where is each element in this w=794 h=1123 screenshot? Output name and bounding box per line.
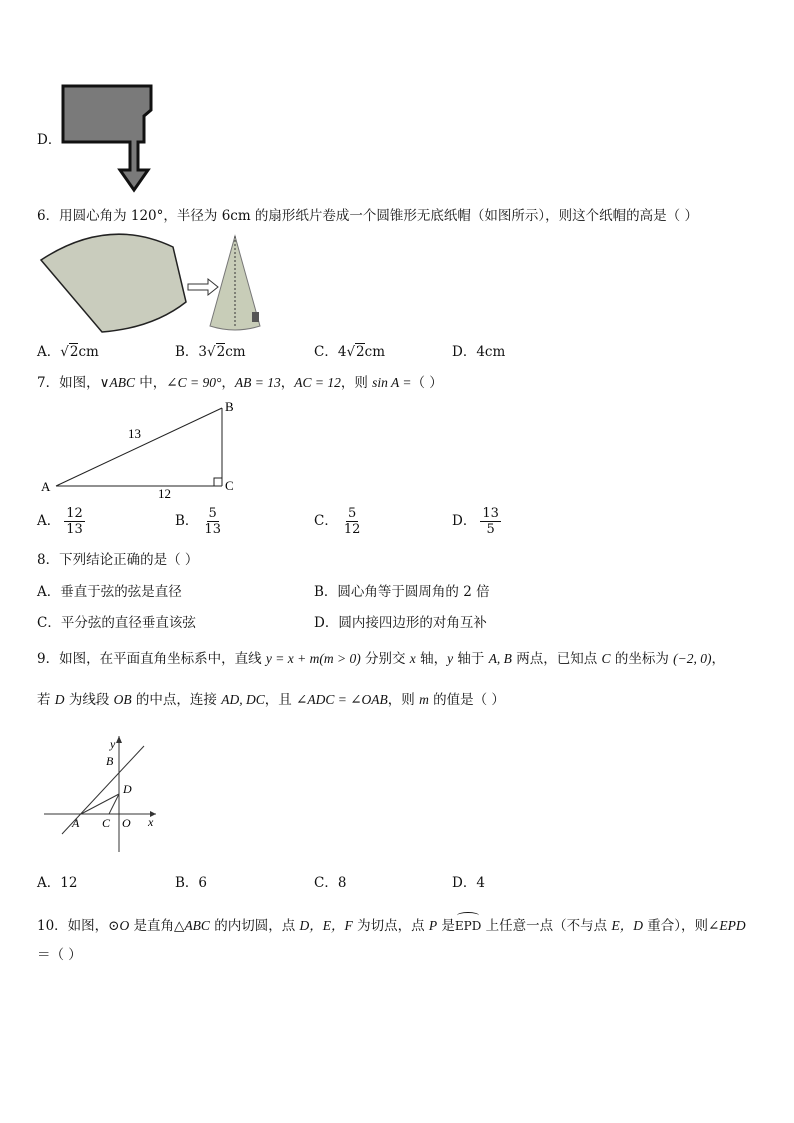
label-b: B <box>225 399 234 414</box>
q5-option-d-label: D． <box>37 132 62 148</box>
q9-option-d[interactable]: D．4 <box>452 875 485 891</box>
segment-ad <box>81 794 119 814</box>
arrow-block-shape <box>63 86 151 190</box>
q6-stem: 6．用圆心角为 120°，半径为 6cm 的扇形纸片卷成一个圆锥形无底纸帽（如图所示），则这个纸帽的高是（ ） <box>37 208 698 224</box>
q9-option-c[interactable]: C．8 <box>314 875 347 891</box>
q7-stem: 7．如图，∨ABC 中，∠C = 90°，AB = 13，AC = 12，则 sin A =（ ） <box>37 375 443 391</box>
q7-option-d-label: D． <box>452 513 477 529</box>
q10-stem-line2: ＝（ ） <box>37 947 82 963</box>
q9-option-b[interactable]: B．6 <box>175 875 208 891</box>
label-a: A <box>41 479 51 494</box>
fraction: $\frac{5}{13}$ <box>204 506 221 537</box>
right-angle-mark <box>214 478 222 486</box>
q7-triangle-figure <box>36 398 246 500</box>
cone-base-mark <box>252 312 259 322</box>
q5-option-d-figure <box>58 82 158 194</box>
q7-option-b-label: B． <box>175 513 199 529</box>
q6-option-b[interactable]: B．3√2cm <box>175 344 246 360</box>
q6-option-c-label: C． <box>314 344 338 360</box>
sqrt-symbol: √ <box>346 344 356 360</box>
q7-option-a[interactable] <box>37 506 85 537</box>
label-y: y <box>110 737 116 751</box>
q6-option-d[interactable]: D．4cm <box>452 344 506 360</box>
fraction: $\frac{13}{5}$ <box>482 506 499 537</box>
q7-option-a-label: A． <box>37 513 61 529</box>
q10-stem-line1: 10．如图，⊙O 是直角△ABC 的内切圆，点 D，E，F 为切点，点 P 是 EPD 上任意一点（不与点 E，D 重合），则∠EPD <box>37 911 746 935</box>
q9-stem-line1: 9．如图，在平面直角坐标系中，直线 y = x + m(m > 0) 分别交 x 轴，y 轴于 A, B 两点，已知点 C 的坐标为 (−2, 0)， <box>37 651 725 667</box>
q6-option-c[interactable]: C．4√2cm <box>314 344 386 360</box>
label-a: A <box>72 816 80 830</box>
q7-option-c[interactable] <box>314 506 362 537</box>
q6-option-a-label: A． <box>37 344 61 360</box>
label-o: O <box>122 816 131 830</box>
q6-option-d-label: D． <box>452 344 477 360</box>
q8-option-d[interactable]: D．圆内接四边形的对角互补 <box>314 615 487 631</box>
q8-option-a[interactable]: A．垂直于弦的弦是直径 <box>37 584 182 600</box>
label-x: x <box>148 815 154 829</box>
q7-option-b[interactable] <box>175 506 223 537</box>
sqrt-symbol: √ <box>60 344 69 360</box>
hypotenuse-ab <box>56 408 222 486</box>
q8-stem: 8．下列结论正确的是（ ） <box>37 552 199 568</box>
q6-option-b-label: B． <box>175 344 199 360</box>
q7-option-d[interactable] <box>452 506 501 537</box>
q9-coordinate-figure <box>38 730 168 860</box>
sqrt-symbol: √ <box>207 344 216 360</box>
label-c: C <box>225 478 234 493</box>
label-c: C <box>102 816 111 830</box>
q8-option-c[interactable]: C．平分弦的直径垂直该弦 <box>37 615 196 631</box>
sector-paper-shape <box>41 234 186 332</box>
label-hyp-length: 13 <box>128 426 141 441</box>
label-d: D <box>123 782 132 796</box>
arc-epd: EPD <box>455 911 481 935</box>
q8-option-b[interactable]: B．圆心角等于圆周角的 2 倍 <box>314 584 490 600</box>
q6-option-a[interactable]: A．√2cm <box>37 344 99 360</box>
arc-icon <box>457 912 479 919</box>
label-b: B <box>106 754 114 768</box>
fraction: $\frac{12}{13}$ <box>66 506 83 537</box>
label-base-length: 12 <box>158 486 171 500</box>
q9-stem-line2: 若 D 为线段 OB 的中点，连接 AD, DC，且 ∠ADC = ∠OAB，则 m 的值是（ ） <box>37 692 505 708</box>
q7-option-c-label: C． <box>314 513 338 529</box>
fraction: $\frac{5}{12}$ <box>343 506 361 537</box>
y-axis-arrow-icon <box>116 736 122 743</box>
arrow-right-icon <box>188 279 218 295</box>
q6-figure <box>38 232 268 336</box>
q9-option-a[interactable]: A．12 <box>37 875 78 891</box>
